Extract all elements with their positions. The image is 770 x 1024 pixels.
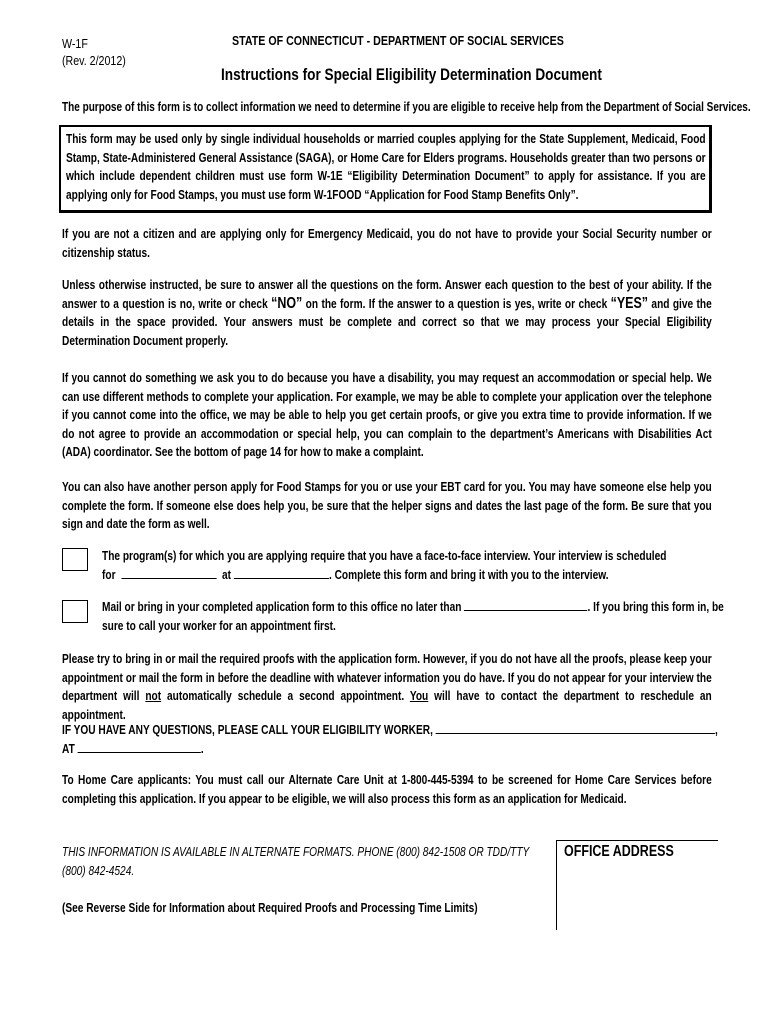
questions-at-label: AT [62, 741, 75, 756]
proofs-paragraph [62, 650, 712, 724]
interview-date-field[interactable] [121, 566, 216, 579]
office-address-label: OFFICE ADDRESS [564, 843, 674, 860]
at-label: at [221, 566, 231, 582]
mail-deadline-field[interactable] [464, 598, 587, 611]
page-title: Instructions for Special Eligibility Determination Document [221, 65, 602, 84]
form-id-block [62, 35, 126, 69]
yes-keyword: “YES” [610, 294, 649, 312]
questions-comma: , [714, 722, 718, 737]
mail-option-text: Mail or bring in your completed application form to this office no later than [102, 599, 462, 614]
interview-option-line1: The program(s) for which you are applying require that you have a face-to-face interview. Your interview is scheduled [102, 548, 667, 563]
you-emphasis: You [409, 688, 429, 703]
answer-text-3: and give the details in the space provided. Your answers must be complete and correct so that we may process your Special Eligibility Determination Document properly. [62, 295, 712, 348]
office-address-left-rule [556, 840, 557, 930]
answer-instructions-paragraph [62, 276, 712, 350]
questions-line1 [62, 720, 718, 739]
worker-phone-field[interactable] [78, 740, 201, 753]
questions-line2 [62, 739, 718, 758]
ebt-paragraph: You can also have another person apply for Food Stamps for you or use your EBT card for you. You may have someone else help you complete the form. If someone else does help you, be sure that the helper signs and dates the last page of the form. Be sure that you sign and date the form as well. [62, 479, 712, 531]
mail-option [102, 598, 724, 635]
mail-option-end: . If you bring this form in, be [587, 599, 724, 614]
disability-paragraph: If you cannot do something we ask you to do because you have a disability, you may request an accommodation or special help. We can use different methods to complete your application. For example, we may be able to complete your application over the telephone if you cannot come into the office, we may be able to help you get certain proofs, or give you extra time to provide information. If we do not agree to provide an accommodation or special help, you can complain to the department’s Americans with Disabilities Act (ADA) coordinator. See the bottom of page 14 for how to make a complaint. [62, 370, 712, 459]
proofs-text-3: will have to contact the department to reschedule an appointment. [62, 688, 712, 722]
interview-time-field[interactable] [234, 566, 329, 579]
mail-option-line1 [102, 598, 724, 617]
interview-option-end: . Complete this form and bring it with you to the interview. [328, 566, 609, 582]
citizen-paragraph: If you are not a citizen and are applying only for Emergency Medicaid, you do not have to provide your Social Security number or citizenship status. [62, 226, 712, 260]
eligibility-notice-text: This form may be used only by single individual households or married couples applying for the State Supplement, Medicaid, Food Stamp, State-Administered General Assistance (SAGA), or Home Care for Elders programs. Households greater than two persons or which include dependent children must use form W-1E “Eligibility Determination Document” to apply for assistance. If you are applying only for Food Stamps, you must use form W-1FOOD “Application for Food Stamp Benefits Only”. [66, 131, 706, 202]
for-label: for [102, 566, 116, 582]
proofs-text-2: automatically schedule a second appointment. [161, 688, 410, 703]
interview-option-line2 [102, 566, 666, 585]
eligibility-worker-field[interactable] [436, 721, 715, 734]
alternate-formats-notice: THIS INFORMATION IS AVAILABLE IN ALTERNATE FORMATS. PHONE (800) 842-1508 OR TDD/TTY (800) 842-4524. [62, 844, 530, 878]
not-emphasis: not [145, 688, 162, 703]
questions-period: . [200, 741, 204, 756]
answer-text-1: Unless otherwise instructed, be sure to answer all the questions on the form. Answer each question to the best of your ability. If the answer to a question is no, write or check [62, 277, 712, 311]
answer-text-2: on the form. If the answer to a question is yes, write or check [302, 295, 611, 311]
office-address-top-rule [556, 840, 718, 841]
interview-checkbox[interactable] [62, 548, 88, 571]
mail-checkbox[interactable] [62, 600, 88, 623]
form-id: W-1F [62, 36, 88, 51]
reverse-side-note: (See Reverse Side for Information about Required Proofs and Processing Time Limits) [62, 900, 478, 915]
agency-name: STATE OF CONNECTICUT - DEPARTMENT OF SOCIAL SERVICES [232, 33, 564, 48]
questions-block [62, 720, 718, 758]
form-revision: (Rev. 2/2012) [62, 53, 126, 68]
purpose-statement: The purpose of this form is to collect information we need to determine if you are eligible to receive help from the Department of Social Services. [62, 99, 751, 114]
home-care-paragraph: To Home Care applicants: You must call our Alternate Care Unit at 1-800-445-5394 to be screened for Home Care Services before completing this application. If you appear to be eligible, we will also process this form as an application for Medicaid. [62, 772, 712, 806]
interview-option [102, 547, 666, 584]
mail-option-line2: sure to call your worker for an appointment first. [102, 617, 336, 633]
questions-text: IF YOU HAVE ANY QUESTIONS, PLEASE CALL YOUR ELIGIBILITY WORKER, [62, 722, 433, 737]
no-keyword: “NO” [271, 294, 303, 312]
proofs-text-1: Please try to bring in or mail the required proofs with the application form. However, if you do not have all the proofs, please keep your appointment or mail the form in before the deadline with whatever information you do have. If you do not appear for your interview the department will [62, 651, 712, 703]
